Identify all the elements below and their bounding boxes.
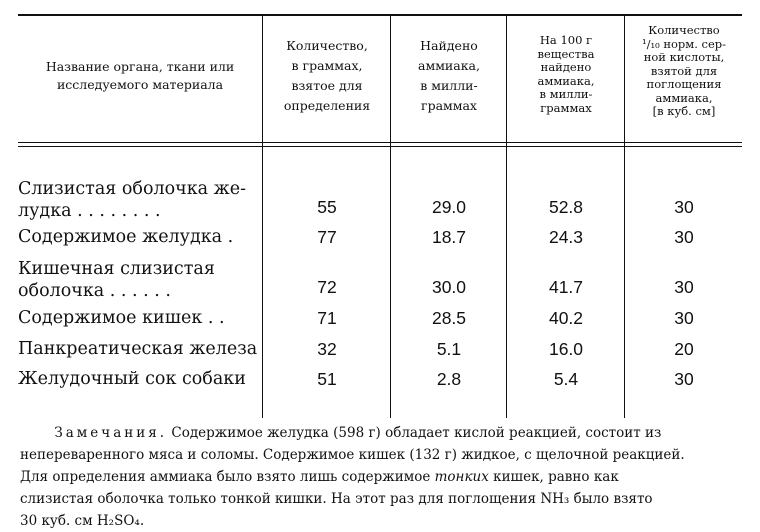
row-label-1: Слизистая оболочка же- лудка . . . . . . . .: [18, 179, 247, 221]
header-rule-2: [18, 146, 742, 147]
cell-amount-2: 77: [317, 227, 337, 247]
notes-line-3: Для определения аммиака было взято лишь содержимое тонких кишек, равно как: [20, 469, 619, 485]
cell-per100-6: 5.4: [553, 369, 579, 389]
header-per100: На 100 г вещества найдено аммиака, в милли- граммах: [537, 33, 595, 115]
cell-acid-2: 30: [674, 227, 694, 247]
cell-found-5: 5.1: [436, 339, 462, 359]
row-label-3-word-1: Кишечная: [18, 259, 115, 279]
cell-acid-6: 30: [674, 369, 694, 389]
header-acid: Количество ¹/₁₀ норм. сер- ной кислоты, взятой для поглощения аммиака, [в куб. см]: [641, 23, 727, 118]
cell-amount-4: 71: [317, 308, 337, 328]
row-label-3: Кишечная слизистая оболочка . . . . . .: [18, 258, 256, 302]
cell-amount-3: 72: [317, 277, 337, 297]
col-sep-3: [506, 16, 507, 418]
cell-acid-1: 30: [674, 197, 694, 217]
cell-found-2: 18.7: [431, 227, 467, 247]
cell-found-4: 28.5: [431, 308, 467, 328]
cell-per100-2: 24.3: [548, 227, 584, 247]
cell-per100-1: 52.8: [548, 197, 584, 217]
col-sep-2: [390, 16, 391, 418]
header-rule-1: [18, 142, 742, 143]
row-label-6: Желудочный сок собаки: [18, 369, 246, 389]
row-label-4: Содержимое кишек . .: [18, 308, 225, 328]
cell-found-3: 30.0: [431, 277, 467, 297]
row-label-5: Панкреатическая железа: [18, 339, 258, 359]
notes-line-4: слизистая оболочка только тонкой кишки. На этот раз для поглощения NH₃ было взято: [20, 491, 653, 507]
notes-line-5: 30 куб. см H₂SO₄.: [20, 513, 145, 529]
notes-title: Замечания.: [54, 425, 168, 441]
header-found: Найдено аммиака, в милли- граммах: [418, 38, 480, 113]
notes-line-2: непереваренного мяса и соломы. Содержимое кишек (132 г) жидкое, с щелочной реакцией.: [20, 447, 685, 463]
cell-acid-3: 30: [674, 277, 694, 297]
cell-amount-6: 51: [317, 369, 337, 389]
cell-per100-3: 41.7: [548, 277, 584, 297]
cell-amount-1: 55: [317, 197, 337, 217]
header-amount: Количество, в граммах, взятое для определения: [283, 38, 371, 113]
cell-acid-4: 30: [674, 308, 694, 328]
cell-amount-5: 32: [317, 339, 337, 359]
cell-found-1: 29.0: [431, 197, 467, 217]
col-sep-1: [262, 16, 263, 418]
col-sep-4: [624, 16, 625, 418]
notes-line-1: Замечания. Содержимое желудка (598 г) обладает кислой реакцией, состоит из: [54, 425, 662, 441]
row-label-3-word-2: слизистая: [120, 259, 215, 279]
cell-acid-5: 20: [674, 339, 694, 359]
cell-found-6: 2.8: [436, 369, 462, 389]
row-label-2: Содержимое желудка .: [18, 227, 234, 247]
header-name: Название органа, ткани или исследуемого материала: [45, 59, 235, 92]
cell-per100-5: 16.0: [548, 339, 584, 359]
row-label-3-line-1: [18, 258, 256, 280]
cell-per100-4: 40.2: [548, 308, 584, 328]
table-notes: [20, 422, 740, 532]
top-rule: [18, 14, 742, 16]
